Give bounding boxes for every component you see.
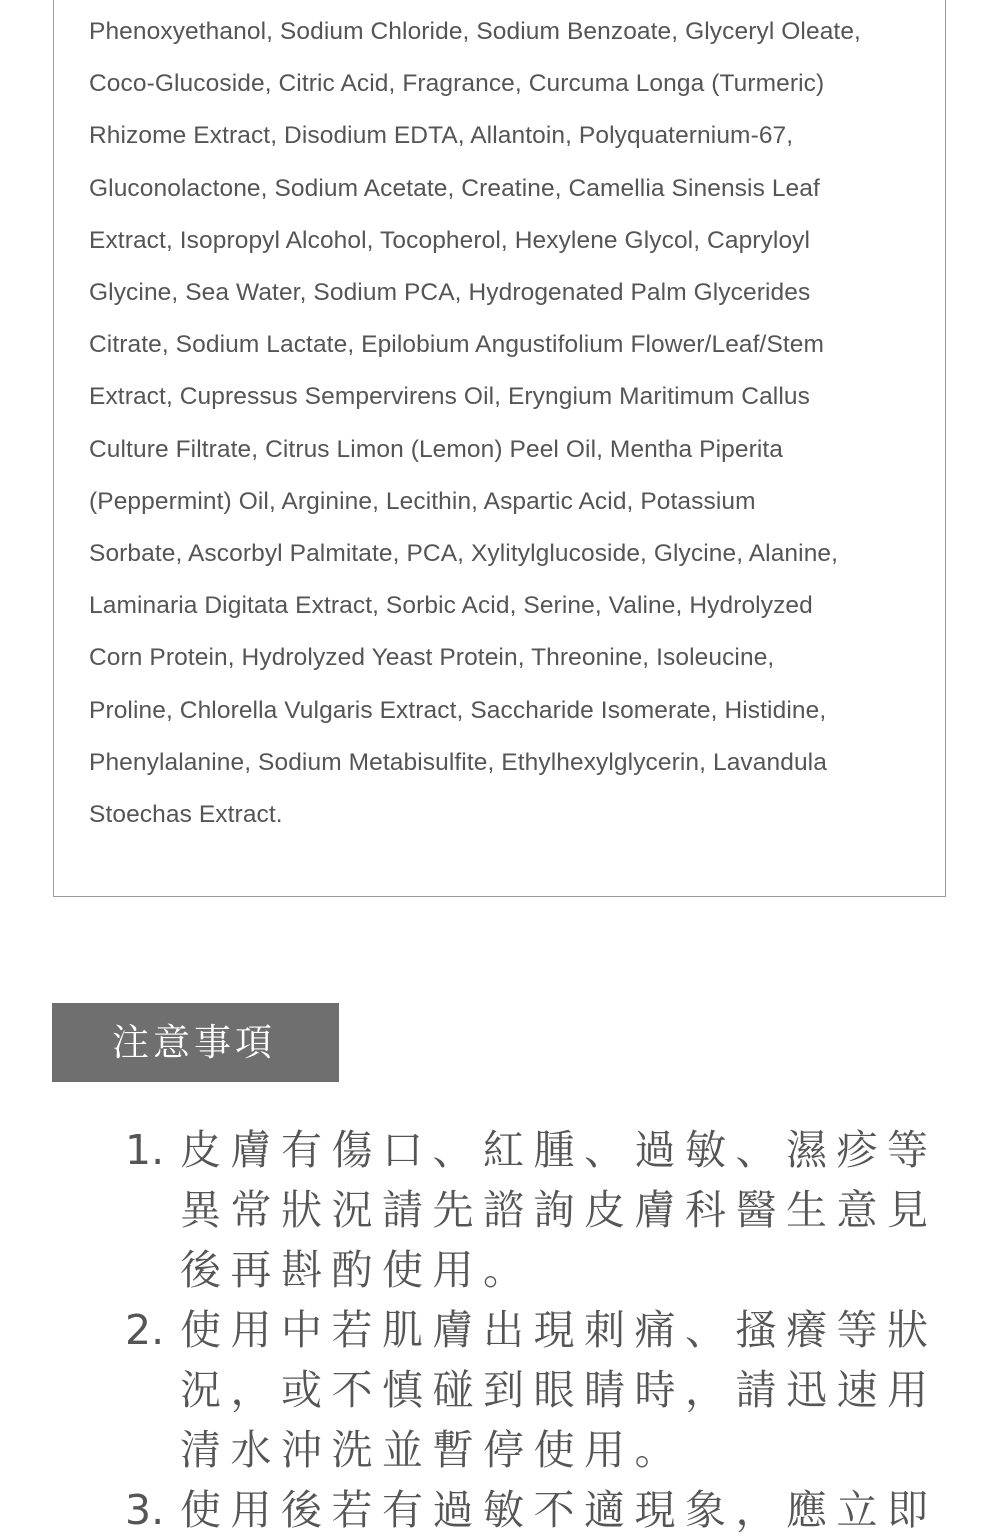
note-text: 皮膚有傷口、紅腫、過敏、濕疹等 異常狀況請先諮詢皮膚科醫生意見 後再斟酌使用。 — [180, 1126, 938, 1294]
note-item — [125, 1480, 940, 1540]
note-number: 3. — [125, 1486, 165, 1534]
note-text: 使用後若有過敏不適現象，應立即 — [180, 1486, 938, 1534]
note-item — [125, 1120, 940, 1300]
notes-heading-label: 注意事項 — [112, 1021, 276, 1064]
note-number: 2. — [125, 1306, 165, 1354]
note-text: 使用中若肌膚出現刺痛、搔癢等狀 況，或不慎碰到眼睛時，請迅速用 清水沖洗並暫停使用。 — [180, 1306, 938, 1474]
ingredients-list: Phenoxyethanol, Sodium Chloride, Sodium Benzoate, Glyceryl Oleate, Coco-Glucoside, Citric Acid, Fragrance, Curcuma Longa (Turmeric) Rhizome Extract, Disodium EDTA, Allantoin, Polyquaternium-67, Gluconolactone, Sodium Acetate, Creatine, Camellia Sinensis Leaf Extract, Isopropyl Alcohol, Tocopherol, Hexylene Glycol, Capryloyl Glycine, Sea Water, Sodium PCA, Hydrogenated Palm Glycerides Citrate, Sodium Lactate, Epilobium Angustifolium Flower/Leaf/Stem Extract, Cupressus Sempervirens Oil, Eryngium Maritimum Callus Culture Filtrate, Citrus Limon (Lemon) Peel Oil, Mentha Piperita (Peppermint) Oil, Arginine, Lecithin, Aspartic Acid, Potassium Sorbate, Ascorbyl Palmitate, PCA, Xylitylglucoside, Glycine, Alanine, Laminaria Digitata Extract, Sorbic Acid, Serine, Valine, Hydrolyzed Corn Protein, Hydrolyzed Yeast Protein, Threonine, Isoleucine, Proline, Chlorella Vulgaris Extract, Saccharide Isomerate, Histidine, Phenylalanine, Sodium Metabisulfite, Ethylhexylglycerin, Lavandula Stoechas Extract. — [89, 18, 861, 829]
note-number: 1. — [125, 1126, 165, 1174]
notes-heading — [52, 1003, 339, 1082]
note-item — [125, 1300, 940, 1480]
notes-list — [125, 1120, 940, 1540]
